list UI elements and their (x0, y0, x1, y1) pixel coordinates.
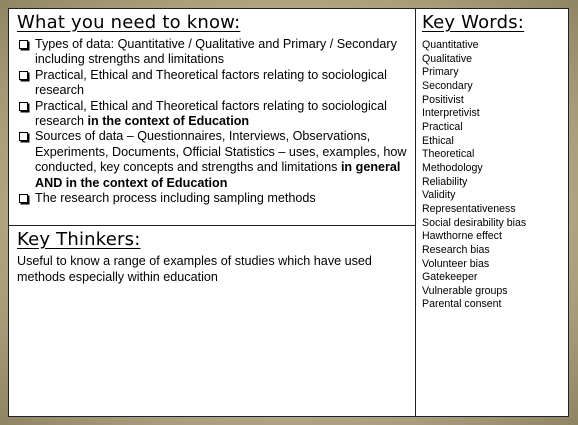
list-item-text: Practical, Ethical and Theoretical factors relating to sociological research (35, 67, 387, 98)
key-word: Quantitative (422, 39, 479, 51)
key-words-heading: Key Words: (422, 12, 525, 33)
key-thinkers-body: Useful to know a range of examples of studies which have used methods especially within education (17, 254, 372, 284)
list-item-text: Practical, Ethical and Theoretical factors relating to sociological research (35, 98, 387, 129)
key-word: Social desirability bias (422, 216, 527, 229)
key-word: Research bias (422, 243, 490, 256)
list-item (17, 129, 407, 191)
left-column (9, 9, 416, 416)
key-words-section (416, 9, 568, 416)
what-you-need-to-know-section (9, 9, 415, 226)
key-word: Gatekeeper (422, 271, 478, 284)
list-item-text: Sources of data – Questionnaires, Interviews, Observations, Experiments, Documents, Official Statistics – uses, examples, how conducted, key concepts and strengths and limitations (35, 129, 407, 175)
key-word: Qualitative (422, 52, 473, 65)
checkbox-bullet-icon (19, 194, 28, 203)
list-item (17, 99, 407, 130)
checkbox-bullet-icon (19, 102, 28, 111)
list-item (17, 191, 407, 206)
key-word: Practical (422, 120, 463, 133)
key-word: Validity (422, 189, 456, 202)
key-thinkers-section (9, 226, 415, 416)
list-item-text: The research process including sampling methods (35, 191, 316, 206)
key-word: Ethical (422, 134, 454, 147)
list-item (17, 68, 407, 99)
list-item (17, 37, 407, 68)
checkbox-bullet-icon (19, 132, 28, 141)
what-you-need-to-know-list (17, 37, 407, 206)
list-item-bold-text: in the context of Education (87, 114, 250, 129)
key-word: Methodology (422, 161, 483, 174)
key-word: Volunteer bias (422, 257, 490, 270)
key-word: Hawthorne effect (422, 230, 502, 243)
knowledge-organiser-sheet (8, 8, 569, 417)
list-item-bold-text: in general AND in the context of Education (35, 160, 401, 190)
key-word: Parental consent (422, 298, 502, 311)
key-thinkers-heading: Key Thinkers: (17, 229, 141, 250)
what-you-need-to-know-heading: What you need to know: (17, 12, 241, 33)
key-word: Positivist (422, 93, 464, 106)
key-word: Primary (422, 66, 459, 79)
key-word: Interpretivist (422, 107, 480, 120)
checkbox-bullet-icon (19, 71, 28, 80)
checkbox-bullet-icon (19, 40, 28, 49)
key-word: Secondary (422, 79, 473, 92)
key-word: Reliability (422, 175, 468, 188)
list-item-text: Types of data: Quantitative / Qualitative and Primary / Secondary including strengths and limitations (35, 37, 397, 67)
key-word: Representativeness (422, 202, 516, 215)
key-word: Theoretical (422, 148, 475, 161)
key-words-list (422, 39, 562, 312)
key-word: Vulnerable groups (422, 284, 508, 297)
